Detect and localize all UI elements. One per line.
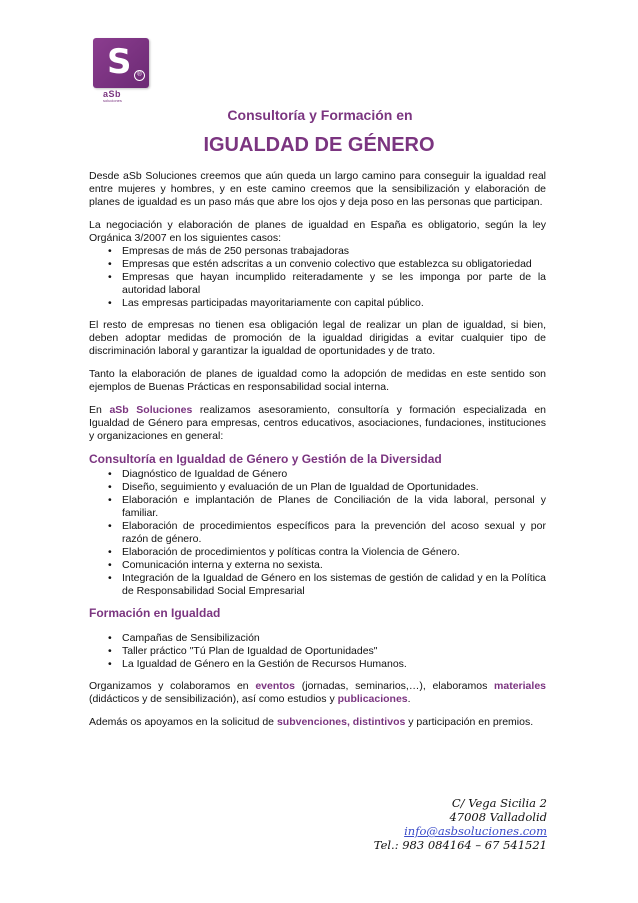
obligation-list	[89, 245, 546, 310]
logo-letter: S	[107, 42, 132, 82]
email-link[interactable]: info@asbsoluciones.com	[404, 824, 547, 838]
document-body	[89, 170, 546, 739]
intro-paragraph: Desde aSb Soluciones creemos que aún queda un largo camino para conseguir la igualdad real entre mujeres y hombres, y en este camino creemos que la sensibilización y elaboración de planes de igualdad es un paso más que abre los ojos y deja poso en las personas que participan.	[89, 170, 546, 208]
list-item: • Elaboración e implantación de Planes de Conciliación de la vida laboral, personal y familiar.	[89, 494, 546, 520]
list-item: • Elaboración de procedimientos y políticas contra la Violencia de Género.	[89, 546, 546, 559]
list-item: • Empresas que estén adscritas a un convenio colectivo que establezca su obligatoriedad	[89, 258, 546, 271]
brand-highlight: aSb Soluciones	[109, 404, 193, 416]
text-span: .	[407, 693, 411, 705]
highlight-subvenciones: subvenciones, distintivos	[276, 716, 406, 728]
law-paragraph: La negociación y elaboración de planes de igualdad en España es obligatorio, según la ley Orgánica 3/2007 en los siguientes casos:	[89, 219, 546, 244]
page-subtitle: Consultoría y Formación en	[227, 107, 413, 123]
section-title-consultoria: Consultoría en Igualdad de Género y Gestión de la Diversidad	[89, 452, 442, 466]
formacion-list	[89, 632, 546, 671]
company-logo	[93, 38, 151, 102]
list-item: • Comunicación interna y externa no sexista.	[89, 559, 546, 572]
text-span: y participación en premios.	[405, 716, 534, 728]
address-city: 47008 Valladolid	[449, 810, 547, 824]
list-item: • Empresas de más de 250 personas trabajadoras	[89, 245, 546, 258]
text-span: Organizamos y colaboramos en	[89, 680, 256, 692]
support-paragraph	[89, 716, 546, 729]
section-title-formacion: Formación en Igualdad	[89, 606, 221, 620]
list-item: • Las empresas participadas mayoritariamente con capital público.	[89, 297, 546, 310]
logo-mark	[93, 38, 149, 88]
list-item: • Taller práctico "Tú Plan de Igualdad de Oportunidades"	[89, 645, 546, 658]
highlight-publicaciones: publicaciones	[337, 693, 408, 705]
text-span: (didácticos y de sensibilización), así como estudios y	[89, 693, 338, 705]
text-span: En	[89, 404, 110, 416]
consultoria-list	[89, 468, 546, 598]
good-practice-paragraph: Tanto la elaboración de planes de igualdad como la adopción de medidas en este sentido son ejemplos de Buenas Prácticas en responsabilidad social interna.	[89, 368, 546, 393]
list-item: • Integración de la Igualdad de Género en los sistemas de gestión de calidad y en la Política de Responsabilidad Social Empresarial	[89, 572, 546, 598]
logo-brand: aSb	[103, 89, 122, 99]
page-title: IGUALDAD DE GÉNERO	[203, 134, 435, 156]
highlight-materiales: materiales	[494, 680, 546, 692]
logo-brand-sub: soluciones	[103, 98, 122, 103]
registered-mark: ®	[134, 70, 145, 81]
text-span: Además os apoyamos en la solicitud de	[89, 716, 277, 728]
list-item: • Diseño, seguimiento y evaluación de un Plan de Igualdad de Oportunidades.	[89, 481, 546, 494]
text-span: (jornadas, seminarios,…), elaboramos	[295, 680, 495, 692]
services-paragraph	[89, 404, 546, 443]
text-span: realizamos asesoramiento, consultoría y formación especializada en Igualdad de Género para empresas, centros educativos, asociaciones, fundaciones, instituciones y organizaciones en general:	[89, 404, 546, 442]
events-paragraph	[89, 680, 546, 706]
list-item: • Diagnóstico de Igualdad de Género	[89, 468, 546, 481]
list-item: • La Igualdad de Género en la Gestión de Recursos Humanos.	[89, 658, 546, 671]
list-item: • Elaboración de procedimientos específicos para la prevención del acoso sexual y por razón de género.	[89, 520, 546, 546]
list-item: • Empresas que hayan incumplido reiteradamente y se les imponga por parte de la autoridad laboral	[89, 271, 546, 297]
list-item: • Campañas de Sensibilización	[89, 632, 546, 645]
rest-paragraph: El resto de empresas no tienen esa obligación legal de realizar un plan de igualdad, si bien, deben adoptar medidas de promoción de la igualdad dirigidas a evitar cualquier tipo de discriminación laboral y garantizar la igualdad de oportunidades y de trato.	[89, 319, 546, 357]
highlight-eventos: eventos	[255, 680, 296, 692]
address-phone: Tel.: 983 084164 – 67 541521	[373, 838, 547, 852]
contact-address	[374, 796, 547, 852]
address-street: C/ Vega Sicilia 2	[451, 796, 547, 810]
